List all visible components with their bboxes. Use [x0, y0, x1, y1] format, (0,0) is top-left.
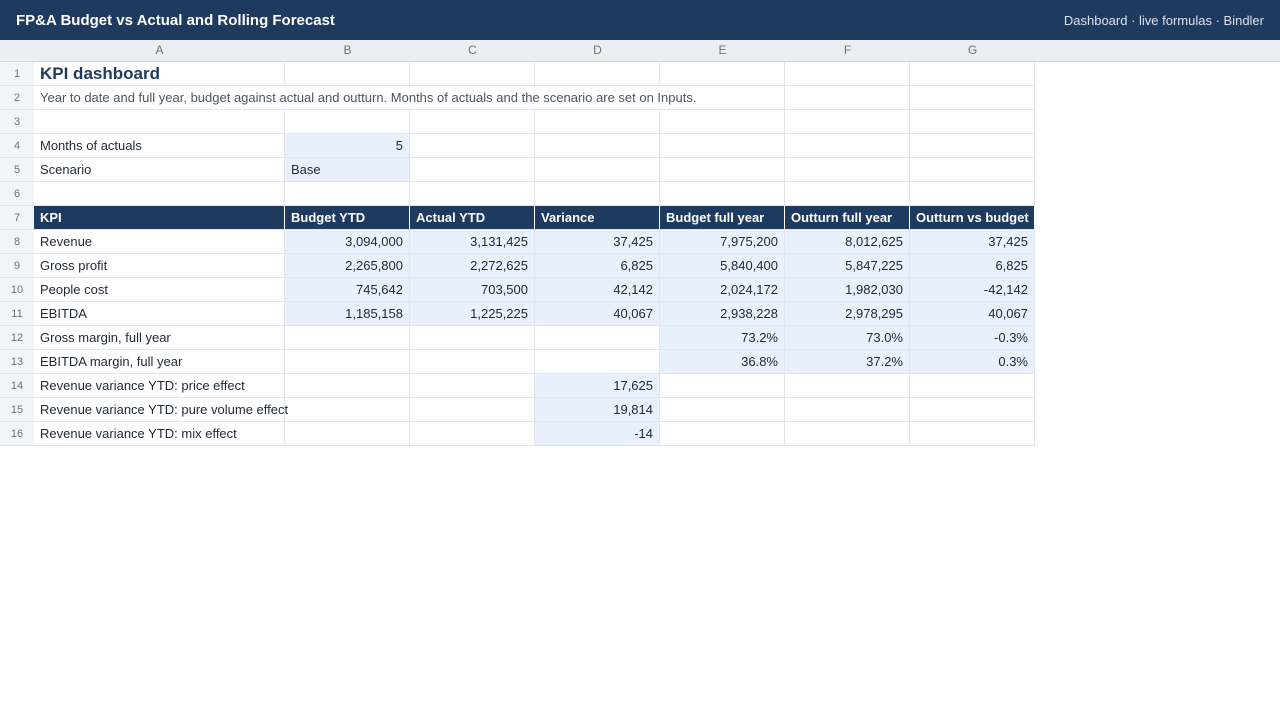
outturn-vs-budget-cell[interactable]: 37,425: [910, 230, 1035, 254]
sheet-row-1: [0, 62, 1280, 86]
row-number[interactable]: 7: [0, 206, 34, 230]
table-row: [0, 302, 1280, 326]
table-row: [0, 326, 1280, 350]
table-row: [0, 422, 1280, 446]
outturn-vs-budget-cell[interactable]: -0.3%: [910, 326, 1035, 350]
budget-ytd-cell[interactable]: [285, 374, 410, 398]
variance-cell[interactable]: 19,814: [535, 398, 660, 422]
kpi-label[interactable]: People cost: [34, 278, 285, 302]
cell-f5[interactable]: [785, 158, 910, 182]
variance-cell[interactable]: [535, 326, 660, 350]
table-row: [0, 374, 1280, 398]
row-number[interactable]: 11: [0, 302, 34, 326]
budget-ytd-cell[interactable]: 745,642: [285, 278, 410, 302]
kpi-label[interactable]: Revenue variance YTD: pure volume effect: [34, 398, 285, 422]
kpi-label[interactable]: Gross profit: [34, 254, 285, 278]
kpi-label[interactable]: Revenue variance YTD: mix effect: [34, 422, 285, 446]
budget-ytd-cell[interactable]: [285, 398, 410, 422]
cell-b6[interactable]: [285, 182, 410, 206]
cell-b3[interactable]: [285, 110, 410, 134]
row-number[interactable]: 12: [0, 326, 34, 350]
actual-ytd-cell[interactable]: [410, 350, 535, 374]
row-number[interactable]: 1: [0, 62, 34, 86]
cell-c2[interactable]: [410, 86, 535, 110]
row-number[interactable]: 10: [0, 278, 34, 302]
cell-b1[interactable]: [285, 62, 410, 86]
table-header-row: [0, 206, 1280, 230]
header-budget-full-year[interactable]: Budget full year: [660, 206, 785, 230]
outturn-full-year-cell[interactable]: 1,982,030: [785, 278, 910, 302]
column-header-bar: [0, 40, 1280, 62]
row-number[interactable]: 14: [0, 374, 34, 398]
cell-f2[interactable]: [785, 86, 910, 110]
sheet-row-4: [0, 134, 1280, 158]
table-row: [0, 254, 1280, 278]
cell-g2[interactable]: [910, 86, 1035, 110]
column-header-d[interactable]: D: [593, 43, 602, 57]
variance-cell[interactable]: [535, 350, 660, 374]
months-of-actuals-input[interactable]: 5: [285, 134, 410, 158]
budget-ytd-cell[interactable]: 1,185,158: [285, 302, 410, 326]
budget-ytd-cell[interactable]: [285, 350, 410, 374]
cell-d1[interactable]: [535, 62, 660, 86]
cell-b2[interactable]: [285, 86, 410, 110]
variance-cell[interactable]: 17,625: [535, 374, 660, 398]
cell-e2[interactable]: [660, 86, 785, 110]
cell-a2[interactable]: Year to date and full year, budget against actual and outturn. Months of actuals and the scenario are set on Inputs.: [34, 86, 285, 110]
row-number[interactable]: 2: [0, 86, 34, 110]
kpi-label[interactable]: Gross margin, full year: [34, 326, 285, 350]
budget-full-year-cell[interactable]: 5,840,400: [660, 254, 785, 278]
row-number[interactable]: 4: [0, 134, 34, 158]
outturn-full-year-cell[interactable]: 2,978,295: [785, 302, 910, 326]
actual-ytd-cell[interactable]: [410, 326, 535, 350]
outturn-full-year-cell[interactable]: [785, 398, 910, 422]
variance-cell[interactable]: 37,425: [535, 230, 660, 254]
cell-a5[interactable]: Scenario: [34, 158, 285, 182]
budget-full-year-cell[interactable]: 7,975,200: [660, 230, 785, 254]
row-number[interactable]: 6: [0, 182, 34, 206]
table-row: [0, 278, 1280, 302]
cell-c6[interactable]: [410, 182, 535, 206]
sheet-row-3: [0, 110, 1280, 134]
app-title: FP&A Budget vs Actual and Rolling Forecast: [16, 11, 335, 29]
header-kpi[interactable]: KPI: [34, 206, 285, 230]
cell-d4[interactable]: [535, 134, 660, 158]
cell-f3[interactable]: [785, 110, 910, 134]
budget-ytd-cell[interactable]: [285, 422, 410, 446]
actual-ytd-cell[interactable]: 2,272,625: [410, 254, 535, 278]
outturn-full-year-cell[interactable]: [785, 374, 910, 398]
outturn-vs-budget-cell[interactable]: 0.3%: [910, 350, 1035, 374]
budget-ytd-cell[interactable]: [285, 326, 410, 350]
outturn-full-year-cell[interactable]: 37.2%: [785, 350, 910, 374]
actual-ytd-cell[interactable]: 3,131,425: [410, 230, 535, 254]
cell-e5[interactable]: [660, 158, 785, 182]
column-header-g[interactable]: G: [967, 43, 978, 57]
cell-c1[interactable]: [410, 62, 535, 86]
header-outturn-vs-budget[interactable]: Outturn vs budget: [910, 206, 1035, 230]
actual-ytd-cell[interactable]: 1,225,225: [410, 302, 535, 326]
budget-full-year-cell[interactable]: 2,938,228: [660, 302, 785, 326]
variance-cell[interactable]: -14: [535, 422, 660, 446]
cell-g5[interactable]: [910, 158, 1035, 182]
row-number[interactable]: 8: [0, 230, 34, 254]
cell-a4[interactable]: Months of actuals: [34, 134, 285, 158]
sheet-row-5: [0, 158, 1280, 182]
outturn-full-year-cell[interactable]: 8,012,625: [785, 230, 910, 254]
actual-ytd-cell[interactable]: [410, 374, 535, 398]
budget-full-year-cell[interactable]: 2,024,172: [660, 278, 785, 302]
table-row: [0, 398, 1280, 422]
kpi-label[interactable]: Revenue variance YTD: price effect: [34, 374, 285, 398]
cell-d6[interactable]: [535, 182, 660, 206]
sheet-row-2: [0, 86, 1280, 110]
row-number[interactable]: 5: [0, 158, 34, 182]
budget-full-year-cell[interactable]: 36.8%: [660, 350, 785, 374]
row-number[interactable]: 15: [0, 398, 34, 422]
budget-ytd-cell[interactable]: 2,265,800: [285, 254, 410, 278]
cell-g3[interactable]: [910, 110, 1035, 134]
outturn-full-year-cell[interactable]: [785, 422, 910, 446]
kpi-label[interactable]: Revenue: [34, 230, 285, 254]
cell-a1[interactable]: KPI dashboard: [34, 62, 285, 86]
column-header-a[interactable]: A: [155, 43, 164, 57]
header-outturn-full-year[interactable]: Outturn full year: [785, 206, 910, 230]
variance-cell[interactable]: 40,067: [535, 302, 660, 326]
select-all-corner[interactable]: [0, 40, 34, 61]
actual-ytd-cell[interactable]: [410, 398, 535, 422]
row-number[interactable]: 16: [0, 422, 34, 446]
cell-a6[interactable]: [34, 182, 285, 206]
budget-full-year-cell[interactable]: [660, 422, 785, 446]
variance-cell[interactable]: 42,142: [535, 278, 660, 302]
cell-d2[interactable]: [535, 86, 660, 110]
cell-c5[interactable]: [410, 158, 535, 182]
header-budget-ytd[interactable]: Budget YTD: [285, 206, 410, 230]
column-header-e[interactable]: E: [718, 43, 727, 57]
scenario-input[interactable]: Base: [285, 158, 410, 182]
cell-e3[interactable]: [660, 110, 785, 134]
variance-cell[interactable]: 6,825: [535, 254, 660, 278]
spreadsheet-grid: [0, 40, 1280, 446]
app-meta: Dashboard · live formulas · Bindler: [1063, 12, 1264, 28]
table-row: [0, 230, 1280, 254]
cell-f6[interactable]: [785, 182, 910, 206]
kpi-label[interactable]: EBITDA: [34, 302, 285, 326]
cell-c3[interactable]: [410, 110, 535, 134]
cell-e6[interactable]: [660, 182, 785, 206]
cell-d3[interactable]: [535, 110, 660, 134]
outturn-vs-budget-cell[interactable]: [910, 374, 1035, 398]
budget-full-year-cell[interactable]: [660, 398, 785, 422]
outturn-vs-budget-cell[interactable]: 40,067: [910, 302, 1035, 326]
cell-g1[interactable]: [910, 62, 1035, 86]
sheet-row-6: [0, 182, 1280, 206]
outturn-vs-budget-cell[interactable]: 6,825: [910, 254, 1035, 278]
outturn-full-year-cell[interactable]: 5,847,225: [785, 254, 910, 278]
row-number[interactable]: 13: [0, 350, 34, 374]
title-bar: [0, 0, 1280, 40]
actual-ytd-cell[interactable]: 703,500: [410, 278, 535, 302]
cell-f1[interactable]: [785, 62, 910, 86]
header-variance[interactable]: Variance: [535, 206, 660, 230]
cell-g6[interactable]: [910, 182, 1035, 206]
cell-c4[interactable]: [410, 134, 535, 158]
cell-g4[interactable]: [910, 134, 1035, 158]
column-header-f[interactable]: F: [843, 43, 852, 57]
kpi-label[interactable]: EBITDA margin, full year: [34, 350, 285, 374]
cell-d5[interactable]: [535, 158, 660, 182]
header-actual-ytd[interactable]: Actual YTD: [410, 206, 535, 230]
cell-e1[interactable]: [660, 62, 785, 86]
outturn-full-year-cell[interactable]: 73.0%: [785, 326, 910, 350]
cell-a3[interactable]: [34, 110, 285, 134]
row-number[interactable]: 3: [0, 110, 34, 134]
budget-full-year-cell[interactable]: 73.2%: [660, 326, 785, 350]
column-header-c[interactable]: C: [468, 43, 477, 57]
table-row: [0, 350, 1280, 374]
budget-full-year-cell[interactable]: [660, 374, 785, 398]
outturn-vs-budget-cell[interactable]: -42,142: [910, 278, 1035, 302]
budget-ytd-cell[interactable]: 3,094,000: [285, 230, 410, 254]
cell-f4[interactable]: [785, 134, 910, 158]
outturn-vs-budget-cell[interactable]: [910, 398, 1035, 422]
cell-e4[interactable]: [660, 134, 785, 158]
actual-ytd-cell[interactable]: [410, 422, 535, 446]
column-header-b[interactable]: B: [343, 43, 352, 57]
row-number[interactable]: 9: [0, 254, 34, 278]
outturn-vs-budget-cell[interactable]: [910, 422, 1035, 446]
